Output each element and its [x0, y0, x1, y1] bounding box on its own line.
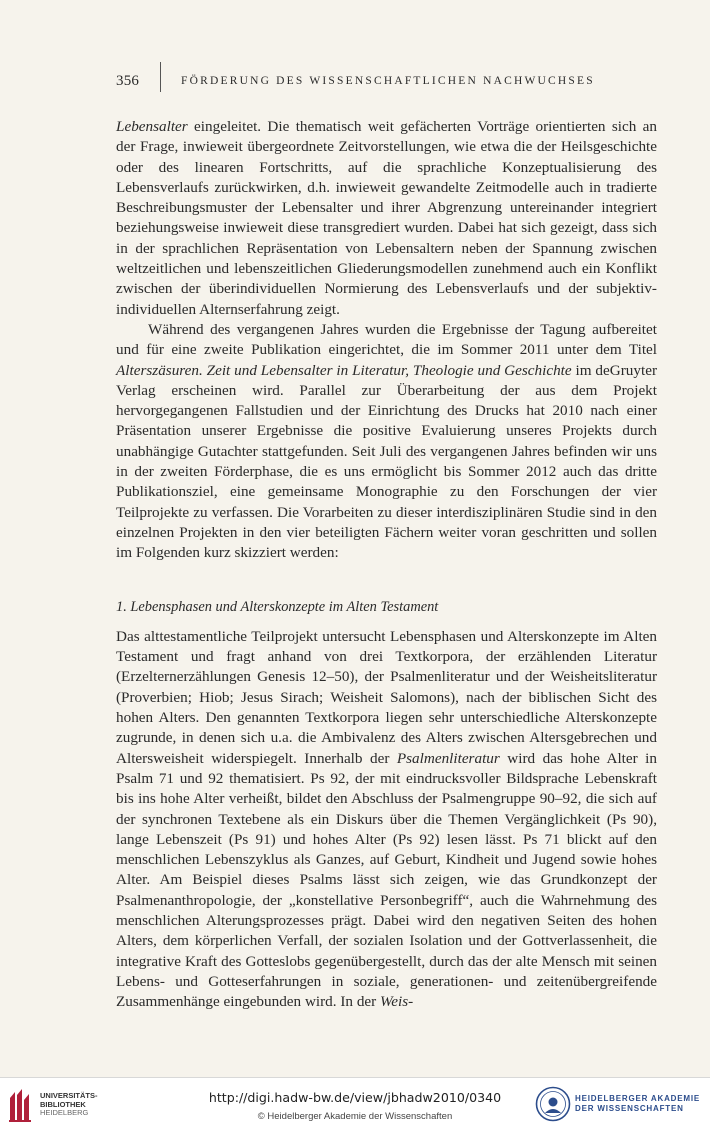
viewer-footer — [0, 1077, 710, 1131]
academy-logo[interactable] — [535, 1086, 700, 1122]
page-number: 356 — [116, 72, 140, 89]
emphasis-book-title: Alterszäsuren. Zeit und Lebensalter in Literatur, Theologie und Geschichte — [116, 361, 572, 379]
copyright-notice: © Heidelberger Akademie der Wissenschaften — [257, 1111, 453, 1122]
university-library-logo[interactable] — [8, 1088, 98, 1122]
ub-logo-line-1: UNIVERSITÄTS- — [40, 1091, 98, 1101]
paragraph-1 — [116, 117, 657, 320]
body-text — [116, 117, 657, 1012]
ub-logo-text — [40, 1092, 98, 1118]
running-title: FÖRDERUNG DES WISSENSCHAFTLICHEN NACHWUCHSES — [181, 75, 595, 87]
academy-seal-icon — [535, 1086, 571, 1122]
academy-logo-line-2: DER WISSENSCHAFTEN — [575, 1104, 684, 1113]
academy-logo-text — [575, 1094, 700, 1114]
paragraph-2-text-b: im deGruyter Verlag erscheinen wird. Parallel zur Überarbeitung der aus dem Projekt hervorgegangenen Fallstudien und der Einrichtung des Drucks hat 2010 nach einer Präsentation unserer Ergebnisse die positive Evaluierung unseres Projekts durch unabhängige Gutachter stattgefunden. Seit Juli des vergangenen Jahres befinden wir uns in der zweiten Förderphase, die es uns ermöglicht bis Sommer 2012 auch das dritte Publikationsziel, eine gemeinsame Monographie zu den Forschungen der vier Teilprojekte zu verfassen. Die Vorarbeiten zu dieser interdisziplinären Studie sind in den einzelnen Projekten in den vier beteiligten Fächern weiter voran geschritten und sollen im Folgenden kurz skizziert werden: — [116, 361, 658, 562]
section-heading: 1. Lebensphasen und Alterskonzepte im Alten Testament — [116, 598, 439, 615]
ub-mark-icon — [8, 1088, 34, 1122]
ub-logo-line-3: HEIDELBERG — [40, 1108, 89, 1118]
paragraph-2 — [116, 320, 657, 564]
paragraph-3-text-a: Das alttestamentliche Teilprojekt untersucht Lebensphasen und Alterskonzepte im Alten Testament und fragt anhand von drei Textkorpora, der erzählenden Literatur (Erzelternerzählungen Genesis 12–50), der Psalmenliteratur und der Weisheitsliteratur (Proverbien; Hiob; Jesus Sirach; Weisheit Salomons), nach der biblischen Sicht des hohen Alters. Den genannten Textkorpora liegen sehr unterschiedliche Alterskonzepte zugrunde, in denen sich u.a. die Ambivalenz des Alters zwischen Altersgebrechen und Altersweisheit widerspiegelt. Innerhalb der — [116, 627, 657, 767]
permalink-url[interactable]: http://digi.hadw-bw.de/view/jbhadw2010/0340 — [208, 1090, 502, 1105]
paragraph-2-text-a: Während des vergangenen Jahres wurden die Ergebnisse der Tagung aufbereitet und für eine zweite Publikation eingerichtet, die im Sommer 2011 unter dem Titel — [116, 320, 657, 359]
paragraph-3 — [116, 627, 657, 1013]
emphasis-psalmenliteratur: Psalmenliteratur — [396, 749, 500, 767]
academy-logo-line-1: HEIDELBERGER AKADEMIE — [575, 1094, 700, 1103]
header-divider — [160, 62, 161, 92]
page-header — [116, 70, 656, 92]
ub-logo-line-2: BIBLIOTHEK — [40, 1099, 86, 1109]
emphasis-lebensalter: Lebensalter — [116, 118, 188, 135]
emphasis-weis: Weis- — [380, 993, 414, 1011]
paragraph-1-text: eingeleitet. Die thematisch weit gefächerten Vorträge orientierten sich an der Frage, inwieweit übergeordnete Zeitvorstellungen, wie etwa die der Heilsgeschichte oder des linearen Fortschritts, auf die sprachliche Konzeptualisierung des Lebensverlaufs zurückwirken, d.h. inwieweit gewandelte Zeitmodelle auch in tradierte Beschreibungsmuster der Lebensalter und ihrer Abgrenzung untereinander integriert beziehungsweise inwieweit diese transgrediert wurden. Dabei hat sich gezeigt, dass sich in der sprachlichen Repräsentation von Lebensaltern neben der Spannung zwischen weltzeitlichen und lebenszeitlichen Gliederungsmodellen zunehmend auch ein Konflikt zwischen der überindividuellen Normierung des Lebensverlaufs und der subjektiv-individuellen Alternserfahrung zeigt. — [116, 118, 657, 318]
footer-center — [150, 1090, 560, 1122]
paragraph-3-text-b: wird das hohe Alter in Psalm 71 und 92 thematisiert. Ps 92, der mit eindrucksvoller Bildsprache Lebenskraft bis ins hohe Alter verheißt, bildet den Abschluss der Psalmengruppe 90–92, die sich auf der synchronen Textebene als ein Diskurs über die Themen Vergänglichkeit (Ps 90), lange Lebenszeit (Ps 91) und hohes Alter (Ps 92) lesen lässt. Ps 71 blickt auf den menschlichen Lebenszyklus als Ganzes, auf Geburt, Kindheit und Jugend sowie hohes Alter. Am Beispiel dieses Psalms lässt sich zeigen, wie das Grundkonzept der Psalmenanthropologie, der „konstellative Personbegriff“, auch die Wahrnehmung des menschlichen Alterungsprozesses prägt. Dabei wird den negativen Seiten des hohen Alters, dem körperlichen Verfall, der sozialen Isolation und der Gottverlassenheit, die integrative Kraft des Gotteslobs gegenübergestellt, durch das der alte Mensch mit seinen Lebens- und Gotteserfahrungen in soziale, generationen- und zeitenübergreifende Zusammenhänge eingebunden wird. In der — [116, 749, 657, 1011]
